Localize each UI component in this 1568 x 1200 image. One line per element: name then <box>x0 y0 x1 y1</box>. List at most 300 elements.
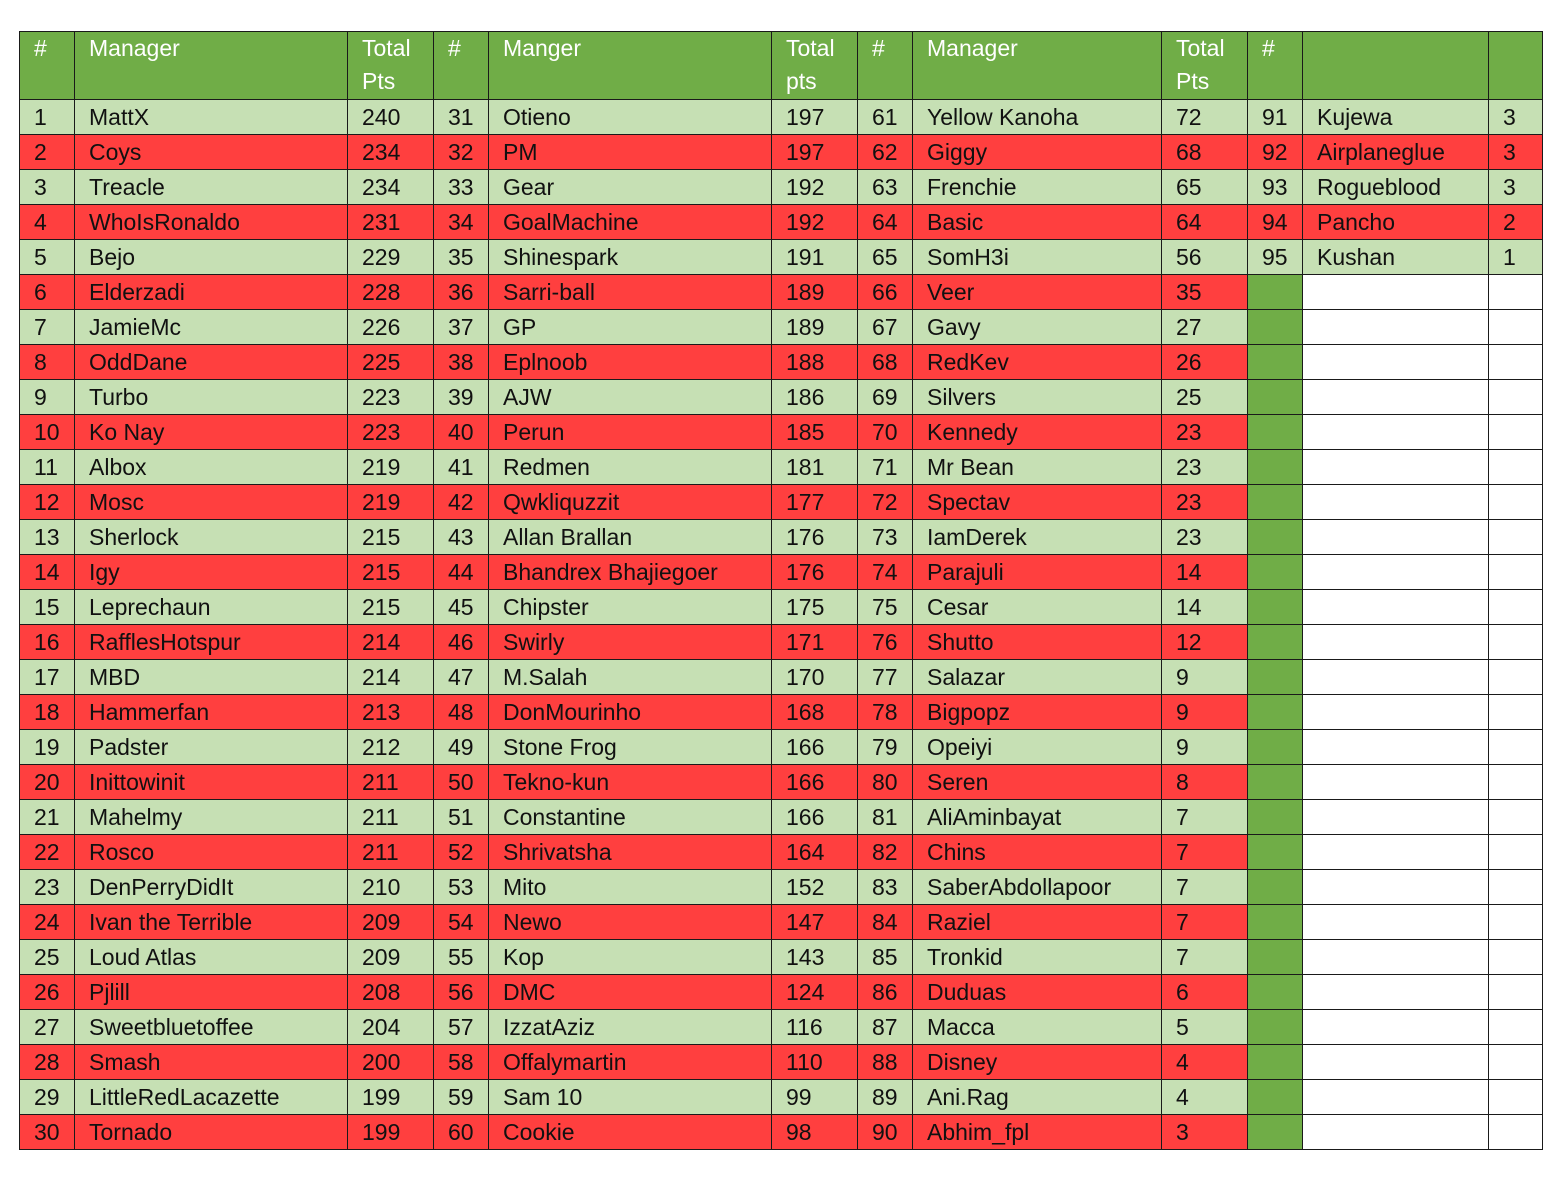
manager-name: Inittowinit <box>75 765 348 800</box>
rank <box>1248 835 1303 870</box>
manager-name: Padster <box>75 730 348 765</box>
table-row <box>20 975 1543 1010</box>
total-points: 98 <box>772 1115 858 1150</box>
manager-name: Tekno-kun <box>489 765 772 800</box>
rank: 44 <box>434 555 489 590</box>
rank: 14 <box>20 555 75 590</box>
rank: 24 <box>20 905 75 940</box>
rank: 12 <box>20 485 75 520</box>
rank: 80 <box>858 765 913 800</box>
rank: 49 <box>434 730 489 765</box>
rank <box>1248 275 1303 310</box>
manager-name: Giggy <box>913 135 1162 170</box>
rank: 78 <box>858 695 913 730</box>
manager-name: GoalMachine <box>489 205 772 240</box>
manager-name: Allan Brallan <box>489 520 772 555</box>
total-points: 189 <box>772 275 858 310</box>
manager-name: Coys <box>75 135 348 170</box>
rank: 88 <box>858 1045 913 1080</box>
total-points <box>1489 660 1543 695</box>
total-points <box>1489 975 1543 1010</box>
rank <box>1248 590 1303 625</box>
rank: 89 <box>858 1080 913 1115</box>
total-points: 7 <box>1162 835 1248 870</box>
total-points: 9 <box>1162 730 1248 765</box>
total-points <box>1489 520 1543 555</box>
total-points: 4 <box>1162 1045 1248 1080</box>
manager-name: Tronkid <box>913 940 1162 975</box>
manager-name: Elderzadi <box>75 275 348 310</box>
table-row <box>20 380 1543 415</box>
total-points: 214 <box>348 625 434 660</box>
manager-name: Chipster <box>489 590 772 625</box>
total-points: 228 <box>348 275 434 310</box>
manager-name: Silvers <box>913 380 1162 415</box>
total-points <box>1489 450 1543 485</box>
total-points: 147 <box>772 905 858 940</box>
header-manager: Manger <box>489 32 772 100</box>
table-row <box>20 135 1543 170</box>
table-row <box>20 415 1543 450</box>
table-row <box>20 940 1543 975</box>
rank <box>1248 975 1303 1010</box>
total-points: 7 <box>1162 870 1248 905</box>
rank: 42 <box>434 485 489 520</box>
total-points <box>1489 695 1543 730</box>
manager-name <box>1303 450 1489 485</box>
total-points: 219 <box>348 450 434 485</box>
rank: 55 <box>434 940 489 975</box>
manager-name: SomH3i <box>913 240 1162 275</box>
total-points: 110 <box>772 1045 858 1080</box>
rank <box>1248 800 1303 835</box>
rank: 5 <box>20 240 75 275</box>
rank <box>1248 380 1303 415</box>
rank <box>1248 1045 1303 1080</box>
rank: 9 <box>20 380 75 415</box>
manager-name: Stone Frog <box>489 730 772 765</box>
rank: 40 <box>434 415 489 450</box>
rank <box>1248 625 1303 660</box>
rank: 33 <box>434 170 489 205</box>
manager-name: Mahelmy <box>75 800 348 835</box>
manager-name: MBD <box>75 660 348 695</box>
manager-name: Kennedy <box>913 415 1162 450</box>
rank: 87 <box>858 1010 913 1045</box>
total-points: 26 <box>1162 345 1248 380</box>
manager-name: GP <box>489 310 772 345</box>
rank: 20 <box>20 765 75 800</box>
rank: 47 <box>434 660 489 695</box>
manager-name: AliAminbayat <box>913 800 1162 835</box>
rank <box>1248 660 1303 695</box>
total-points: 211 <box>348 765 434 800</box>
manager-name: Gavy <box>913 310 1162 345</box>
manager-name: Sam 10 <box>489 1080 772 1115</box>
manager-name: DonMourinho <box>489 695 772 730</box>
rank: 94 <box>1248 205 1303 240</box>
manager-name: Opeiyi <box>913 730 1162 765</box>
manager-name: Albox <box>75 450 348 485</box>
rank <box>1248 555 1303 590</box>
table-row <box>20 905 1543 940</box>
total-points: 188 <box>772 345 858 380</box>
header-rank: # <box>20 32 75 100</box>
rank <box>1248 450 1303 485</box>
total-points: 185 <box>772 415 858 450</box>
manager-name <box>1303 1010 1489 1045</box>
rank: 63 <box>858 170 913 205</box>
total-points <box>1489 310 1543 345</box>
rank: 1 <box>20 100 75 135</box>
total-points: 223 <box>348 415 434 450</box>
total-points: 215 <box>348 520 434 555</box>
manager-name <box>1303 800 1489 835</box>
total-points: 166 <box>772 730 858 765</box>
total-points: 143 <box>772 940 858 975</box>
manager-name <box>1303 660 1489 695</box>
total-points: 214 <box>348 660 434 695</box>
total-points: 171 <box>772 625 858 660</box>
manager-name: Turbo <box>75 380 348 415</box>
header-manager <box>1303 32 1489 100</box>
total-points: 27 <box>1162 310 1248 345</box>
total-points: 199 <box>348 1115 434 1150</box>
rank <box>1248 1115 1303 1150</box>
rank: 21 <box>20 800 75 835</box>
total-points: 199 <box>348 1080 434 1115</box>
total-points: 23 <box>1162 415 1248 450</box>
rank: 85 <box>858 940 913 975</box>
total-points <box>1489 345 1543 380</box>
total-points <box>1489 870 1543 905</box>
total-points: 23 <box>1162 450 1248 485</box>
total-points: 170 <box>772 660 858 695</box>
rank: 2 <box>20 135 75 170</box>
rank <box>1248 870 1303 905</box>
total-points: 192 <box>772 170 858 205</box>
manager-name: Ani.Rag <box>913 1080 1162 1115</box>
manager-name: Sweetbluetoffee <box>75 1010 348 1045</box>
rank: 25 <box>20 940 75 975</box>
rank: 61 <box>858 100 913 135</box>
manager-name: Pancho <box>1303 205 1489 240</box>
rank: 18 <box>20 695 75 730</box>
total-points: 68 <box>1162 135 1248 170</box>
total-points <box>1489 730 1543 765</box>
rank: 79 <box>858 730 913 765</box>
manager-name: Bhandrex Bhajiegoer <box>489 555 772 590</box>
manager-name: Rosco <box>75 835 348 870</box>
manager-name: DMC <box>489 975 772 1010</box>
total-points: 191 <box>772 240 858 275</box>
rank: 8 <box>20 345 75 380</box>
table-row <box>20 205 1543 240</box>
manager-name: Smash <box>75 1045 348 1080</box>
total-points: 234 <box>348 135 434 170</box>
rank: 17 <box>20 660 75 695</box>
total-points <box>1489 1045 1543 1080</box>
total-points: 35 <box>1162 275 1248 310</box>
manager-name: Shutto <box>913 625 1162 660</box>
rank: 70 <box>858 415 913 450</box>
rank: 34 <box>434 205 489 240</box>
manager-name: Bejo <box>75 240 348 275</box>
table-row <box>20 520 1543 555</box>
rank: 82 <box>858 835 913 870</box>
manager-name: IamDerek <box>913 520 1162 555</box>
total-points: 25 <box>1162 380 1248 415</box>
table-row <box>20 835 1543 870</box>
rank: 51 <box>434 800 489 835</box>
manager-name <box>1303 765 1489 800</box>
total-points: 209 <box>348 905 434 940</box>
total-points: 204 <box>348 1010 434 1045</box>
total-points: 219 <box>348 485 434 520</box>
manager-name: Parajuli <box>913 555 1162 590</box>
table-row <box>20 1080 1543 1115</box>
total-points <box>1489 415 1543 450</box>
manager-name: Hammerfan <box>75 695 348 730</box>
total-points: 8 <box>1162 765 1248 800</box>
manager-name: Tornado <box>75 1115 348 1150</box>
manager-name: RedKev <box>913 345 1162 380</box>
total-points: 72 <box>1162 100 1248 135</box>
manager-name <box>1303 520 1489 555</box>
total-points: 209 <box>348 940 434 975</box>
table-row <box>20 800 1543 835</box>
rank: 68 <box>858 345 913 380</box>
rank: 10 <box>20 415 75 450</box>
total-points <box>1489 625 1543 660</box>
rank: 52 <box>434 835 489 870</box>
manager-name <box>1303 940 1489 975</box>
rank: 29 <box>20 1080 75 1115</box>
rank: 6 <box>20 275 75 310</box>
total-points <box>1489 940 1543 975</box>
total-points: 3 <box>1489 100 1543 135</box>
header-total-pts: Total Pts <box>1162 32 1248 100</box>
manager-name <box>1303 485 1489 520</box>
manager-name: Leprechaun <box>75 590 348 625</box>
table-row <box>20 1115 1543 1150</box>
manager-name: AJW <box>489 380 772 415</box>
manager-name: Perun <box>489 415 772 450</box>
manager-name: Sherlock <box>75 520 348 555</box>
rank: 37 <box>434 310 489 345</box>
manager-name: Salazar <box>913 660 1162 695</box>
manager-name <box>1303 275 1489 310</box>
table-row <box>20 170 1543 205</box>
total-points: 1 <box>1489 240 1543 275</box>
rank: 66 <box>858 275 913 310</box>
total-points: 23 <box>1162 485 1248 520</box>
manager-name: Kujewa <box>1303 100 1489 135</box>
manager-name: Ivan the Terrible <box>75 905 348 940</box>
total-points: 240 <box>348 100 434 135</box>
total-points: 175 <box>772 590 858 625</box>
total-points: 9 <box>1162 695 1248 730</box>
table-row <box>20 450 1543 485</box>
manager-name <box>1303 380 1489 415</box>
total-points: 200 <box>348 1045 434 1080</box>
manager-name: Mr Bean <box>913 450 1162 485</box>
manager-name: Sarri-ball <box>489 275 772 310</box>
rank <box>1248 520 1303 555</box>
total-points: 215 <box>348 590 434 625</box>
manager-name: Cesar <box>913 590 1162 625</box>
total-points: 231 <box>348 205 434 240</box>
header-rank: # <box>1248 32 1303 100</box>
table-row <box>20 695 1543 730</box>
header-total-pts <box>1489 32 1543 100</box>
rank: 22 <box>20 835 75 870</box>
total-points: 166 <box>772 765 858 800</box>
manager-name <box>1303 345 1489 380</box>
manager-name: Newo <box>489 905 772 940</box>
manager-name <box>1303 730 1489 765</box>
rank <box>1248 345 1303 380</box>
total-points: 3 <box>1489 170 1543 205</box>
manager-name: Ko Nay <box>75 415 348 450</box>
rank: 93 <box>1248 170 1303 205</box>
rank: 41 <box>434 450 489 485</box>
manager-name: Yellow Kanoha <box>913 100 1162 135</box>
rank: 53 <box>434 870 489 905</box>
rank: 75 <box>858 590 913 625</box>
rank: 31 <box>434 100 489 135</box>
rank: 57 <box>434 1010 489 1045</box>
manager-name <box>1303 835 1489 870</box>
total-points: 14 <box>1162 555 1248 590</box>
rank: 56 <box>434 975 489 1010</box>
manager-name: Loud Atlas <box>75 940 348 975</box>
total-points <box>1489 275 1543 310</box>
rank: 74 <box>858 555 913 590</box>
total-points: 166 <box>772 800 858 835</box>
rank: 86 <box>858 975 913 1010</box>
table-row <box>20 485 1543 520</box>
manager-name: Treacle <box>75 170 348 205</box>
total-points: 186 <box>772 380 858 415</box>
rank: 50 <box>434 765 489 800</box>
rank: 27 <box>20 1010 75 1045</box>
header-total-pts: Total Pts <box>348 32 434 100</box>
table-row <box>20 1045 1543 1080</box>
rank <box>1248 730 1303 765</box>
rank: 95 <box>1248 240 1303 275</box>
manager-name <box>1303 1115 1489 1150</box>
manager-name: DenPerryDidIt <box>75 870 348 905</box>
rank: 76 <box>858 625 913 660</box>
table-row <box>20 765 1543 800</box>
rank: 48 <box>434 695 489 730</box>
manager-name: Igy <box>75 555 348 590</box>
manager-name <box>1303 905 1489 940</box>
table-row <box>20 660 1543 695</box>
total-points: 225 <box>348 345 434 380</box>
manager-name: Frenchie <box>913 170 1162 205</box>
manager-name <box>1303 310 1489 345</box>
rank: 4 <box>20 205 75 240</box>
table-row <box>20 590 1543 625</box>
total-points <box>1489 765 1543 800</box>
total-points: 223 <box>348 380 434 415</box>
table-row <box>20 870 1543 905</box>
total-points: 211 <box>348 835 434 870</box>
manager-name: Raziel <box>913 905 1162 940</box>
rank: 13 <box>20 520 75 555</box>
manager-name: IzzatAziz <box>489 1010 772 1045</box>
table-row <box>20 555 1543 590</box>
standings-table <box>19 31 1543 1150</box>
header-row <box>20 32 1543 100</box>
total-points: 7 <box>1162 905 1248 940</box>
rank: 69 <box>858 380 913 415</box>
manager-name <box>1303 625 1489 660</box>
rank: 73 <box>858 520 913 555</box>
total-points: 4 <box>1162 1080 1248 1115</box>
rank: 16 <box>20 625 75 660</box>
header-rank: # <box>434 32 489 100</box>
total-points: 7 <box>1162 940 1248 975</box>
total-points <box>1489 800 1543 835</box>
manager-name: Swirly <box>489 625 772 660</box>
total-points <box>1489 1080 1543 1115</box>
manager-name: Veer <box>913 275 1162 310</box>
rank: 54 <box>434 905 489 940</box>
manager-name: Basic <box>913 205 1162 240</box>
manager-name: MattX <box>75 100 348 135</box>
total-points: 6 <box>1162 975 1248 1010</box>
manager-name: Constantine <box>489 800 772 835</box>
total-points: 215 <box>348 555 434 590</box>
manager-name <box>1303 975 1489 1010</box>
manager-name: Bigpopz <box>913 695 1162 730</box>
total-points: 181 <box>772 450 858 485</box>
manager-name: OddDane <box>75 345 348 380</box>
total-points: 229 <box>348 240 434 275</box>
rank: 45 <box>434 590 489 625</box>
manager-name: Gear <box>489 170 772 205</box>
manager-name: Abhim_fpl <box>913 1115 1162 1150</box>
total-points: 152 <box>772 870 858 905</box>
manager-name: Shrivatsha <box>489 835 772 870</box>
rank <box>1248 765 1303 800</box>
total-points: 164 <box>772 835 858 870</box>
total-points: 168 <box>772 695 858 730</box>
total-points <box>1489 835 1543 870</box>
total-points <box>1489 1115 1543 1150</box>
rank: 28 <box>20 1045 75 1080</box>
total-points <box>1489 905 1543 940</box>
total-points: 3 <box>1162 1115 1248 1150</box>
rank: 65 <box>858 240 913 275</box>
header-manager: Manager <box>913 32 1162 100</box>
rank <box>1248 940 1303 975</box>
rank: 67 <box>858 310 913 345</box>
rank: 39 <box>434 380 489 415</box>
manager-name <box>1303 1080 1489 1115</box>
total-points: 99 <box>772 1080 858 1115</box>
header-manager: Manager <box>75 32 348 100</box>
total-points: 234 <box>348 170 434 205</box>
manager-name: Cookie <box>489 1115 772 1150</box>
rank: 19 <box>20 730 75 765</box>
rank <box>1248 310 1303 345</box>
rank <box>1248 695 1303 730</box>
table-row <box>20 730 1543 765</box>
